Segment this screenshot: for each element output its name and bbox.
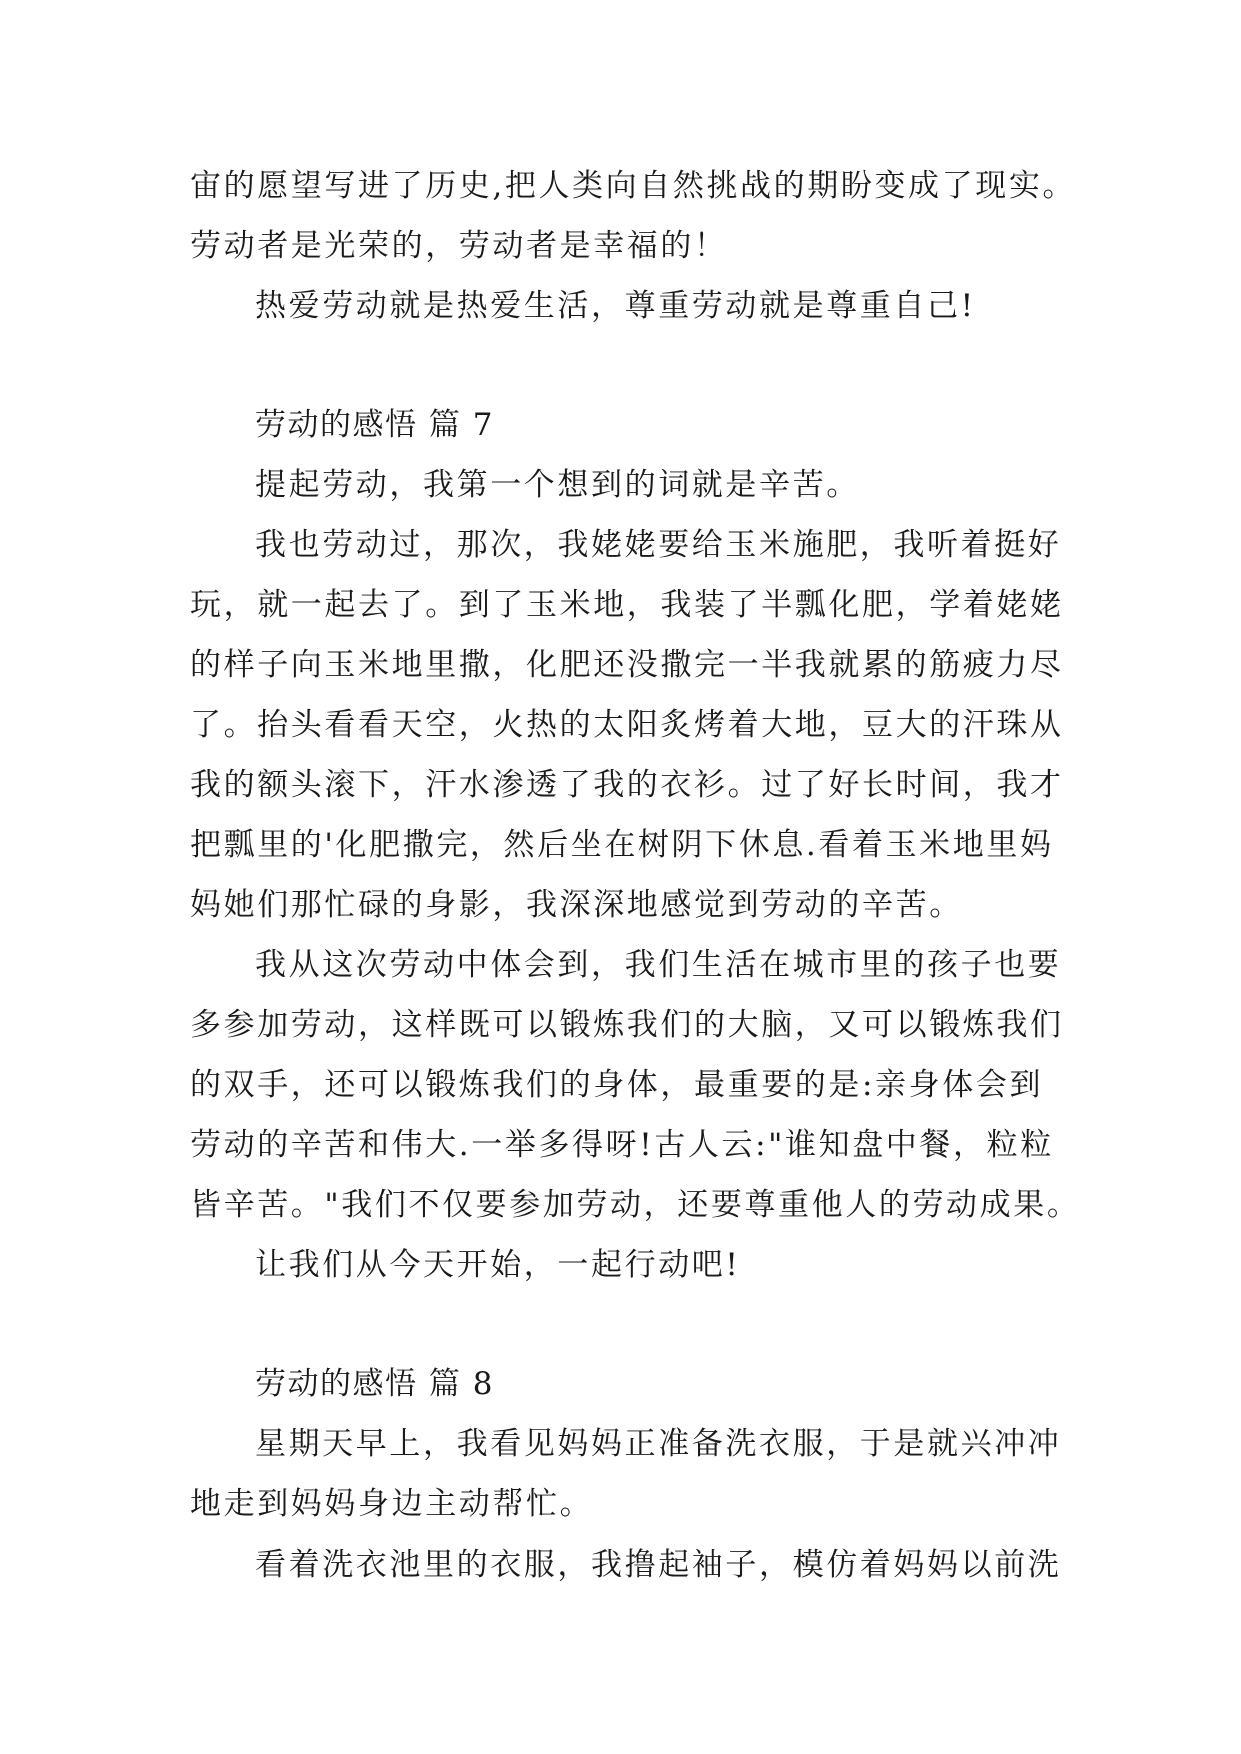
paragraph-line: 宙的愿望写进了历史,把人类向自然挑战的期盼变成了现实。 [190,168,1077,204]
paragraph-line: 多参加劳动，这样既可以锻炼我们的大脑，又可以锻炼我们 [190,1007,1064,1043]
paragraph-line: 星期天早上，我看见妈妈正准备洗衣服，于是就兴冲冲 [255,1426,1062,1462]
paragraph-line: 把瓢里的'化肥撒完，然后坐在树阴下休息.看着玉米地里妈 [190,827,1054,863]
paragraph-line: 玩，就一起去了。到了玉米地，我装了半瓢化肥，学着姥姥 [190,587,1064,623]
section-heading-7: 劳动的感悟 篇 7 [255,407,494,443]
paragraph-line: 地走到妈妈身边主动帮忙。 [190,1486,594,1522]
paragraph-line: 看着洗衣池里的衣服，我撸起袖子，模仿着妈妈以前洗 [255,1547,1062,1583]
paragraph-line: 的样子向玉米地里撒，化肥还没撒完一半我就累的筋疲力尽 [190,647,1064,683]
paragraph-line: 提起劳动，我第一个想到的词就是辛苦。 [255,467,860,503]
paragraph-line: 妈她们那忙碌的身影，我深深地感觉到劳动的辛苦。 [190,887,963,923]
paragraph-line: 皆辛苦。"我们不仅要参加劳动，还要尊重他人的劳动成果。 [190,1187,1081,1223]
section-heading-8: 劳动的感悟 篇 8 [255,1366,494,1402]
paragraph-line: 我的额头滚下，汗水渗透了我的衣衫。过了好长时间，我才 [190,767,1064,803]
paragraph-line: 让我们从今天开始，一起行动吧! [255,1247,741,1283]
paragraph-line: 的双手，还可以锻炼我们的身体，最重要的是:亲身体会到 [190,1067,1044,1103]
paragraph-line: 了。抬头看看天空，火热的太阳炙烤着大地，豆大的汗珠从 [190,707,1064,743]
paragraph-line: 劳动的辛苦和伟大.一举多得呀!古人云:"谁知盘中餐，粒粒 [190,1127,1054,1163]
paragraph-line: 我也劳动过，那次，我姥姥要给玉米施肥，我听着挺好 [255,527,1062,563]
paragraph-line: 劳动者是光荣的，劳动者是幸福的！ [190,228,728,264]
paragraph-line: 热爱劳动就是热爱生活，尊重劳动就是尊重自己! [255,288,976,324]
paragraph-line: 我从这次劳动中体会到，我们生活在城市里的孩子也要 [255,947,1062,983]
